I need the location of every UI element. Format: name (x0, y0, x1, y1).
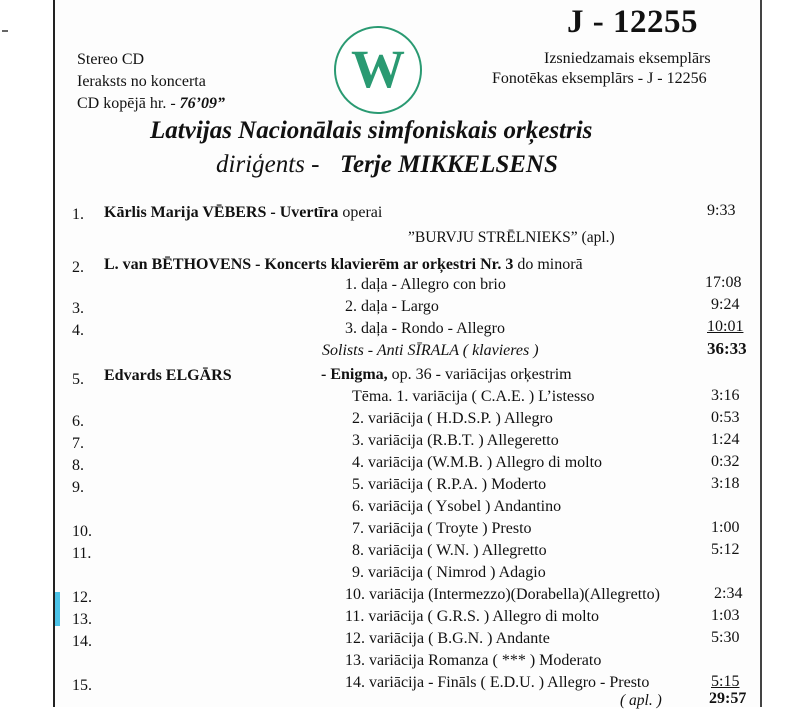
w-logo-letter: W (351, 39, 405, 99)
work-title: - Uvertīra (266, 204, 339, 221)
track-duration: 1:24 (711, 431, 740, 448)
variation-title: 4. variācija (W.M.B. ) Allegro di molto (352, 454, 603, 471)
track-duration: 3:18 (711, 475, 740, 492)
track-duration: 5:15 (711, 673, 740, 690)
work-title-rest: do minorā (513, 256, 583, 273)
variation-title: 9. variācija ( Nimrod ) Adagio (352, 564, 546, 581)
variation-title: 10. variācija (Intermezzo)(Dorabella)(Allegretto) (345, 586, 660, 603)
track-duration: 5:12 (711, 541, 740, 558)
track-number: 3. (72, 300, 84, 317)
work-total-duration: 36:33 (707, 339, 747, 358)
variation-title: 12. variācija ( B.G.N. ) Andante (345, 630, 550, 647)
track-duration: 9:33 (707, 202, 736, 219)
work-title-line (104, 205, 382, 221)
track-number: 7. (72, 435, 84, 452)
variation-title: 14. variācija - Fināls ( E.D.U. ) Allegro - Presto (345, 674, 650, 691)
variation-title: 2. variācija ( H.D.S.P. ) Allegro (352, 410, 553, 427)
track-number: 6. (72, 413, 84, 430)
edge-mark (2, 30, 8, 32)
work-title-rest: op. 36 - variācijas orķestrim (387, 366, 572, 383)
composer-name: Edvards ELGĀRS (104, 367, 232, 384)
movement-title: 1. daļa - Allegro con brio (345, 276, 506, 293)
movement-title: 2. daļa - Largo (345, 298, 439, 315)
live-recording-label: Ieraksts no koncerta (77, 73, 206, 90)
track-number: 9. (72, 479, 84, 496)
track-number: 11. (72, 545, 92, 562)
work-title: - Enigma, (321, 366, 388, 383)
track-number: 13. (72, 611, 92, 628)
conductor-name: Terje MIKKELSENS (340, 151, 558, 178)
track-number: 10. (72, 523, 92, 540)
track-duration: 0:32 (711, 453, 740, 470)
issue-copy-label: Izsniedzamais eksemplārs (544, 50, 711, 67)
variation-title: 3. variācija (R.B.T. ) Allegeretto (352, 432, 559, 449)
work-title: - Koncerts klavierēm ar orķestri Nr. 3 (251, 256, 514, 273)
variation-title: Tēma. 1. variācija ( C.A.E. ) L’istesso (352, 388, 595, 405)
arrangement-note: ( apl. ) (620, 692, 662, 709)
track-duration: 5:30 (711, 629, 740, 646)
variation-title: 11. variācija ( G.R.S. ) Allegro di molto (345, 608, 600, 625)
frame-right-border (760, 0, 762, 707)
movement-title: 3. daļa - Rondo - Allegro (345, 320, 505, 337)
stereo-cd-label: Stereo CD (77, 51, 145, 68)
track-duration: 1:03 (711, 607, 740, 624)
track-number: 2. (72, 259, 84, 276)
total-duration-line (77, 96, 225, 112)
soloist-credit: Solists - Anti SĪRALA ( klavieres ) (322, 342, 539, 359)
variation-title: 8. variācija ( W.N. ) Allegretto (352, 542, 547, 559)
track-number: 14. (72, 633, 92, 650)
variation-title: 13. variācija Romanza ( *** ) Moderato (345, 652, 602, 669)
track-duration: 0:53 (711, 409, 740, 426)
track-duration: 2:34 (714, 585, 743, 602)
track-number: 15. (72, 677, 92, 694)
track-number: 8. (72, 457, 84, 474)
track-number: 1. (72, 206, 84, 223)
track-duration: 3:16 (711, 387, 740, 404)
catalog-number: J - 12255 (567, 4, 698, 40)
variation-title: 7. variācija ( Troyte ) Presto (352, 520, 532, 537)
track-number: 4. (72, 322, 84, 339)
total-duration-label: CD kopējā hr. - (77, 95, 180, 112)
composer-name: Kārlis Marija VĒBERS (104, 204, 267, 221)
composer-name: L. van BĒTHOVENS (104, 256, 252, 273)
work-total-duration: 29:57 (709, 690, 747, 707)
track-duration: 9:24 (711, 296, 740, 313)
variation-title: 6. variācija ( Ysobel ) Andantino (352, 498, 562, 515)
total-duration-value: 76’09” (179, 95, 225, 112)
work-subtitle: ”BURVJU STRĒLNIEKS” (apl.) (408, 229, 615, 246)
track-number: 12. (72, 589, 92, 606)
orchestra-name: Latvijas Nacionālais simfoniskais orķestris (150, 117, 593, 144)
w-logo-icon (334, 26, 422, 114)
conductor-label: diriģents - (216, 151, 320, 178)
variation-title: 5. variācija ( R.P.A. ) Moderto (352, 476, 547, 493)
work-title-rest: operai (338, 204, 383, 221)
track-duration: 17:08 (705, 274, 742, 291)
track-duration: 1:00 (711, 519, 740, 536)
track-duration: 10:01 (707, 318, 744, 335)
archive-copy-label: Fonotēkas eksemplārs - J - 12256 (492, 70, 707, 87)
blue-edge-mark (55, 592, 60, 626)
work-title-line (104, 257, 583, 273)
work-title-line (321, 367, 572, 383)
track-number: 5. (72, 371, 84, 388)
